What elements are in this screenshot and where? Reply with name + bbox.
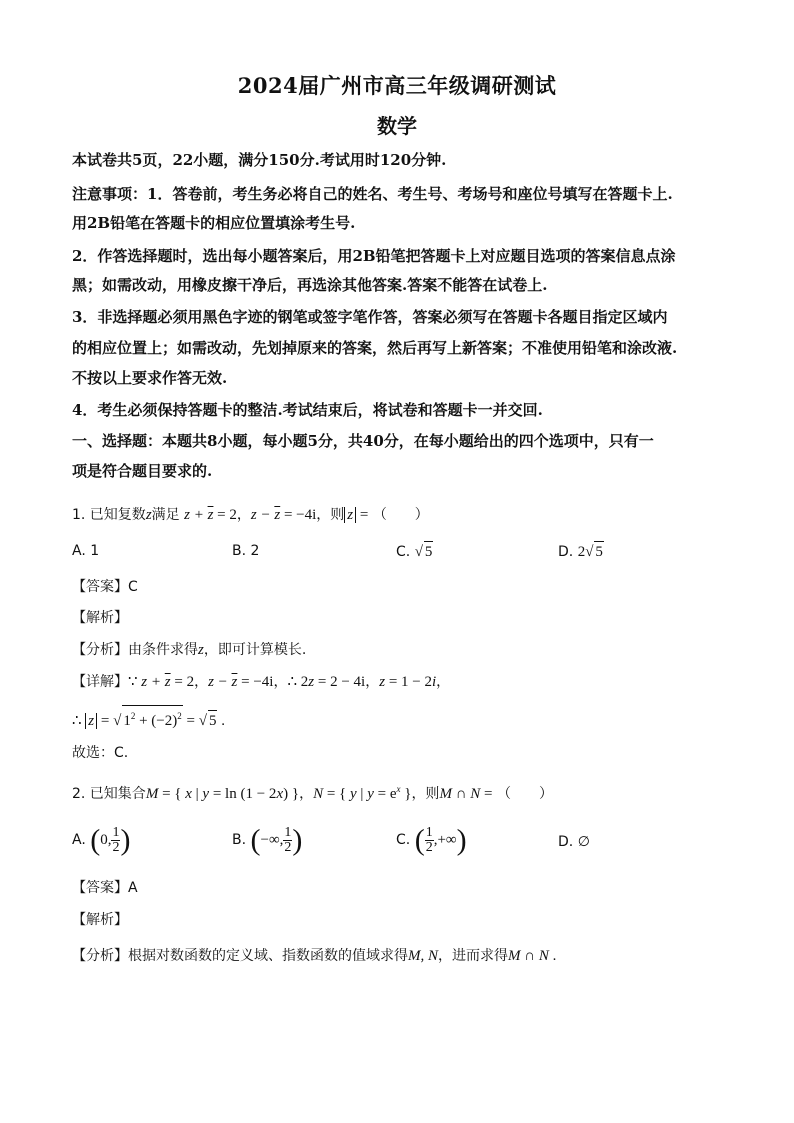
q1-stem-prefix: 1. 已知复数	[72, 507, 146, 523]
q1-option-d	[558, 541, 604, 562]
q1-option-c-math: √ 5	[415, 544, 434, 560]
q1-option-b: B. 2	[232, 543, 260, 559]
q2-fenxi	[72, 946, 556, 966]
intro-line-8: 不按以上要求作答无效.	[72, 369, 228, 387]
q2-answer	[72, 878, 138, 898]
q2-set-n: N = { y | $y = e^x$ }	[313, 784, 412, 802]
q2-fenxi-mn: M, N	[408, 948, 438, 964]
q2-stem-suffix: ，则	[411, 786, 440, 802]
q2-blank: （ ）	[496, 786, 553, 802]
q2-option-b-math: (−∞, $\frac{1}{2}$ )	[250, 823, 303, 857]
q1-detail-label: 【详解】	[72, 674, 128, 690]
q1-fenxi-var: z	[198, 642, 204, 658]
intro-line-6: 3．非选择题必须用黑色字迹的钢笔或签字笔作答，答案必须写在答题卡各题目指定区域内	[72, 308, 668, 326]
q1-detail-math: ∵ $z + \overline{z} = 2$	[128, 674, 195, 690]
q1-var: z	[145, 507, 152, 523]
q1-analysis-label: 【解析】	[72, 610, 128, 626]
exam-title: 2024届广州市高三年级调研测试	[237, 73, 557, 98]
intro-line-5: 黑；如需改动，用橡皮擦干净后，再选涂其他答案.答案不能答在试卷上.	[72, 276, 548, 294]
q2-option-a	[72, 823, 131, 857]
intro-line-9: 4．考生必须保持答题卡的整洁.考试结束后，将试卷和答题卡一并交回.	[72, 401, 543, 419]
q1-blank: （ ）	[372, 507, 429, 523]
q1-stem-mid: 满足	[151, 507, 180, 523]
q1-detail-result	[72, 705, 225, 731]
q1-answer-value: C	[128, 579, 138, 595]
q2-stem-prefix: 2. 已知集合	[72, 786, 146, 802]
q2-option-d-value: ∅	[577, 834, 590, 850]
q2-set-m: M = { x | y = ln (1 − 2x) }	[145, 786, 300, 802]
q2-option-a-math: (0, $\frac{1}{2}$ )	[90, 823, 131, 857]
intro-line-3: 用2B铅笔在答题卡的相应位置填涂考生号.	[72, 214, 356, 232]
q1-fenxi-label: 【分析】	[72, 642, 128, 658]
q1-option-d-label: D.	[558, 544, 574, 560]
q2-stem: 2. 已知集合M = { x | y = ln (1 − 2x) }，N = { y | $y = e^x$ }，则M ∩ N = （ ）	[72, 784, 553, 802]
q1-fenxi-text-b: ，即可计算模长.	[203, 642, 307, 658]
q2-option-d	[558, 832, 590, 852]
q2-option-a-label: A.	[72, 831, 86, 848]
intro-line-7: 的相应位置上；如需改动，先划掉原来的答案，然后再写上新答案；不准使用铅笔和涂改液.	[72, 339, 678, 357]
q2-fenxi-intersection: M ∩ N .	[508, 948, 557, 964]
q1-abs-z: z =	[344, 507, 368, 523]
q1-eq2: $z - \overline{z} = -4i$	[250, 507, 317, 523]
q1-option-c-label: C.	[396, 544, 411, 560]
q1-option-a: A. 1	[72, 543, 100, 559]
q1-eq1: $z + \overline{z} = 2$	[184, 507, 237, 523]
q1-conclusion: 故选：C.	[72, 745, 129, 761]
q2-option-b	[232, 823, 303, 857]
q1-result-math: ∴ z = √ $1^2 + (-2)^2$ = √ 5 .	[72, 713, 225, 729]
q2-fenxi-text-b: ，进而求得	[438, 948, 508, 964]
q1-option-d-math: 2√ 5	[578, 544, 604, 560]
q1-fenxi	[72, 640, 306, 660]
q1-detail-math-4: z = 1 − 2i	[379, 674, 437, 690]
q2-intersection: M ∩ N =	[439, 786, 493, 802]
q2-answer-label: 【答案】	[72, 880, 128, 896]
intro-line-2: 注意事项：1．答卷前，考生务必将自己的姓名、考生号、考场号和座位号填写在答题卡上.	[72, 185, 673, 203]
q1-answer	[72, 577, 138, 597]
q2-option-d-label: D.	[558, 834, 574, 850]
q1-answer-label: 【答案】	[72, 579, 128, 595]
q2-option-c	[396, 823, 467, 857]
section-heading-line-1: 一、选择题：本题共8小题，每小题5分，共40分，在每小题给出的四个选项中，只有一	[72, 432, 654, 450]
intro-line-1: 本试卷共5页，22小题，满分150分.考试用时120分钟.	[72, 151, 447, 169]
q1-detail-math-3: ∴ 2z = 2 − 4i	[287, 674, 366, 690]
q2-fenxi-text-a: 根据对数函数的定义域、指数函数的值域求得	[128, 948, 408, 964]
q2-fenxi-label: 【分析】	[72, 948, 128, 964]
q1-fenxi-text-a: 由条件求得	[128, 642, 198, 658]
q2-option-c-math: ( $\frac{1}{2}$ ,+∞)	[414, 823, 467, 857]
intro-line-4: 2．作答选择题时，选出每小题答案后，用2B铅笔把答题卡上对应题目选项的答案信息点涂	[72, 247, 676, 265]
section-heading-line-2: 项是符合题目要求的.	[72, 462, 213, 480]
q2-option-b-label: B.	[232, 831, 247, 848]
q1-detail: 【详解】∵ $z + \overline{z} = 2$，$z - \overline{z} = -4i$，∴ 2z = 2 − 4i，z = 1 − 2i，	[72, 674, 451, 690]
q1-option-c	[396, 541, 433, 562]
q2-option-c-label: C.	[396, 831, 411, 848]
q1-stem: 1. 已知复数z满足 $z + \overline{z} = 2$，$z - \overline{z} = -4i$，则 z = （ ）	[72, 507, 429, 523]
q2-answer-value: A	[128, 880, 138, 896]
subject-title: 数学	[377, 114, 417, 138]
q1-stem-suffix: ，则	[316, 507, 345, 523]
q2-analysis-label: 【解析】	[72, 912, 128, 928]
q1-detail-math-2: $z - \overline{z} = -4i$	[208, 674, 274, 690]
